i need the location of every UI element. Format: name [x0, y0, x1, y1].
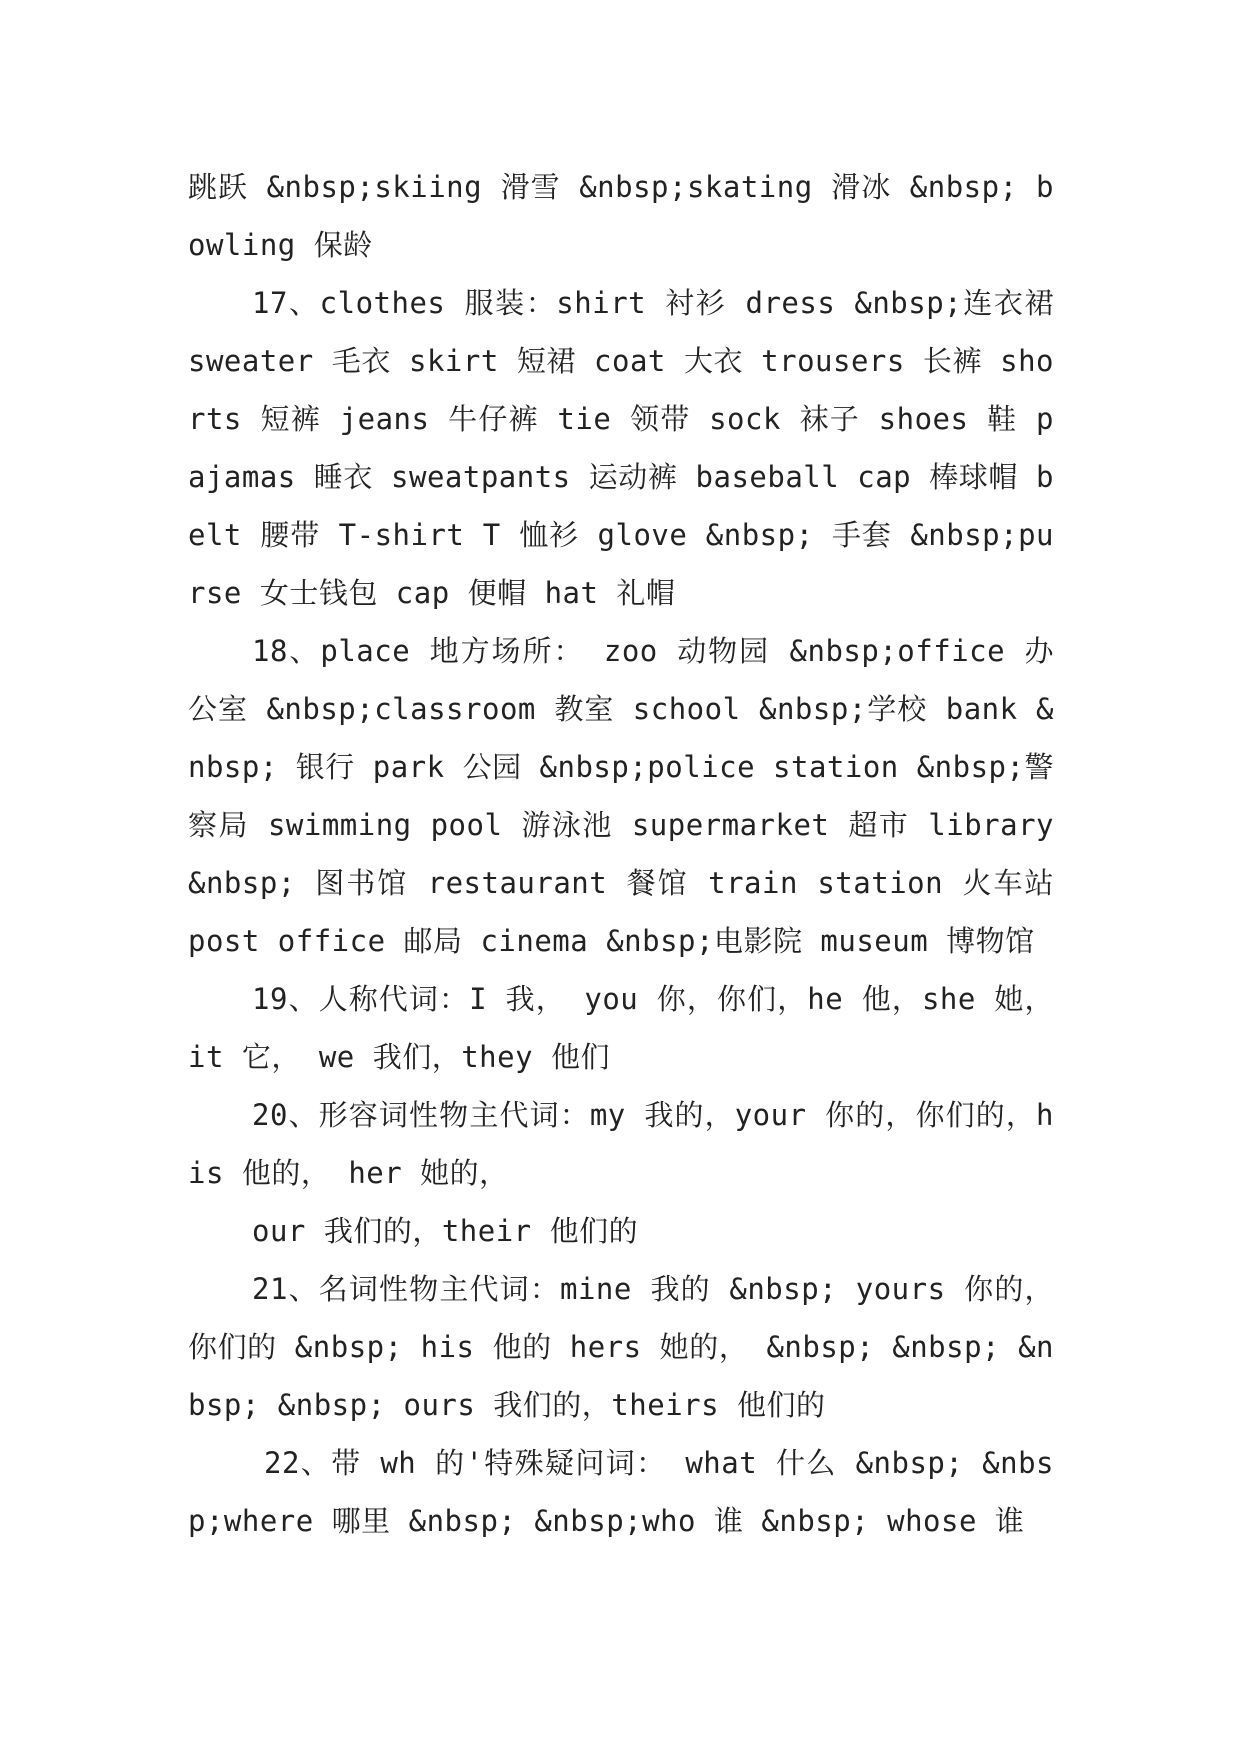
paragraph-clothes: 17、clothes 服装：shirt 衬衫 dress &nbsp;连衣裙 sweater 毛衣 skirt 短裙 coat 大衣 trousers 长裤 shorts 短裤 jeans 牛仔裤 tie 领带 sock 袜子 shoes 鞋 pajamas 睡衣 sweatpants 运动裤 baseball cap 棒球帽 belt 腰带 T-shirt T 恤衫 glove &nbsp; 手套 &nbsp;purse 女士钱包 cap 便帽 hat 礼帽: [188, 286, 1054, 610]
paragraph-noun-possessives: 21、名词性物主代词：mine 我的 &nbsp; yours 你的，你们的 &nbsp; his 他的 hers 她的， &nbsp; &nbsp; &nbsp; &nbsp; ours 我们的，theirs 他们的: [188, 1272, 1054, 1422]
paragraph-adjective-possessives-cont: our 我们的，their 他们的: [252, 1214, 639, 1248]
paragraph-wh-questions: 22、带 wh 的'特殊疑问词： what 什么 &nbsp; &nbsp;where 哪里 &nbsp; &nbsp;who 谁 &nbsp; whose 谁: [188, 1446, 1054, 1538]
paragraph-sports-continued: 跳跃 &nbsp;skiing 滑雪 &nbsp;skating 滑冰 &nbsp; bowling 保龄: [188, 170, 1054, 262]
document-body: [188, 158, 1054, 1550]
paragraph-personal-pronouns: 19、人称代词：I 我， you 你，你们，he 他，she 她， it 它， we 我们，they 他们: [188, 982, 1054, 1074]
paragraph-places: 18、place 地方场所： zoo 动物园 &nbsp;office 办公室 &nbsp;classroom 教室 school &nbsp;学校 bank &nbsp; 银行 park 公园 &nbsp;police station &nbsp;警察局 swimming pool 游泳池 supermarket 超市 library &nbsp; 图书馆 restaurant 餐馆 train station 火车站 post office 邮局 cinema &nbsp;电影院 museum 博物馆: [188, 634, 1054, 958]
paragraph-adjective-possessives: 20、形容词性物主代词：my 我的，your 你的，你们的，his 他的， her 她的，: [188, 1098, 1054, 1190]
